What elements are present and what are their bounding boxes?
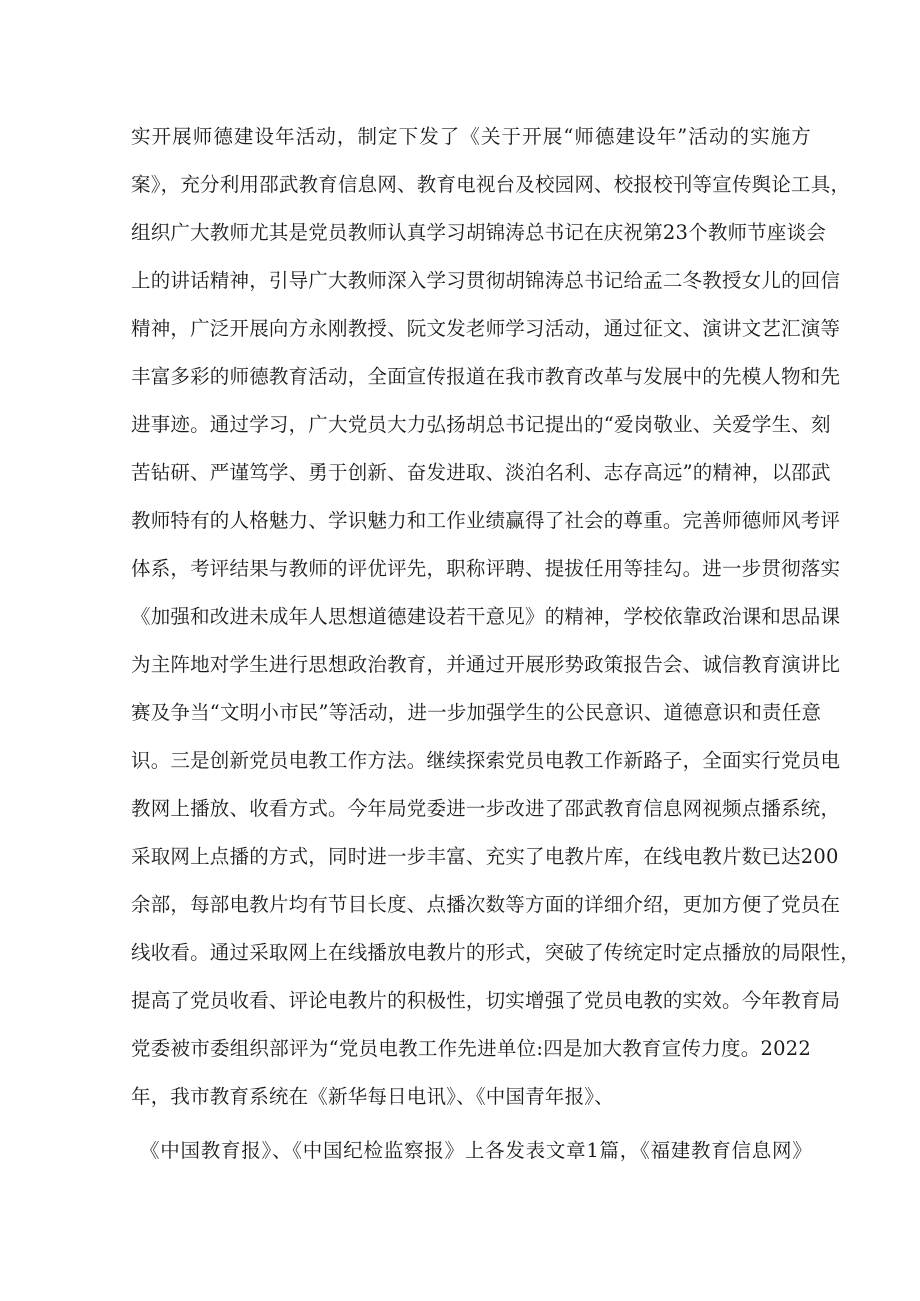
paragraph-line: 教师特有的人格魅力、学识魅力和工作业绩赢得了社会的尊重。完善师德师风考评 <box>131 509 841 532</box>
paragraph-line: 案》，充分利用邵武教育信息网、教育电视台及校园网、校报校刊等宣传舆论工具， <box>131 173 851 196</box>
paragraph-line: 组织广大教师尤其是党员教师认真学习胡锦涛总书记在庆祝第23个教师节座谈会 <box>131 221 827 244</box>
paragraph-line: 体系，考评结果与教师的评优评先，职称评聘、提拔任用等挂勾。进一步贯彻落实 <box>131 557 841 580</box>
paragraph-line: 《加强和改进未成年人思想道德建设若干意见》的精神，学校依靠政治课和思品课 <box>131 605 841 628</box>
paragraph-line: 苦钻研、严谨笃学、勇于创新、奋发进取、淡泊名利、志存高远”的精神，以邵武 <box>131 461 831 484</box>
paragraph-line: 教网上播放、收看方式。今年局党委进一步改进了邵武教育信息网视频点播系统， <box>131 797 841 820</box>
paragraph-line: 线收看。通过采取网上在线播放电教片的形式，突破了传统定时定点播放的局限性， <box>131 941 860 964</box>
paragraph-line: 赛及争当“文明小市民”等活动，进一步加强学生的公民意识、道德意识和责任意 <box>131 701 822 724</box>
paragraph-line: 为主阵地对学生进行思想政治教育，并通过开展形势政策报告会、诚信教育演讲比 <box>131 653 841 676</box>
paragraph-line: 进事迹。通过学习，广大党员大力弘扬胡总书记提出的“爱岗敬业、关爱学生、刻 <box>131 413 831 436</box>
paragraph-line: 余部，每部电教片均有节目长度、点播次数等方面的详细介绍，更加方便了党员在 <box>131 893 841 916</box>
paragraph-line: 党委被市委组织部评为“党员电教工作先进单位:四是加大教育宣传力度。2022 <box>131 1037 811 1060</box>
paragraph-line: 提高了党员收看、评论电教片的积极性，切实增强了党员电教的实效。今年教育局 <box>131 989 841 1012</box>
paragraph-line: 识。三是创新党员电教工作方法。继续探索党员电教工作新路子，全面实行党员电 <box>131 749 841 772</box>
paragraph-line: 丰富多彩的师德教育活动，全面宣传报道在我市教育改革与发展中的先模人物和先 <box>131 365 841 388</box>
paragraph-line: 精神，广泛开展向方永刚教授、阮文发老师学习活动，通过征文、演讲文艺汇演等 <box>131 317 841 340</box>
paragraph-line: 《中国教育报》、《中国纪检监察报》上各发表文章1篇，《福建教育信息网》 <box>140 1139 812 1162</box>
paragraph-line: 年，我市教育系统在《新华每日电讯》、《中国青年报》、 <box>131 1085 614 1108</box>
paragraph-line: 上的讲话精神，引导广大教师深入学习贯彻胡锦涛总书记给孟二冬教授女儿的回信 <box>131 269 841 292</box>
paragraph-line: 实开展师德建设年活动，制定下发了《关于开展“师德建设年”活动的实施方 <box>131 125 811 148</box>
paragraph-line: 采取网上点播的方式，同时进一步丰富、充实了电教片库，在线电教片数已达200 <box>131 845 839 868</box>
